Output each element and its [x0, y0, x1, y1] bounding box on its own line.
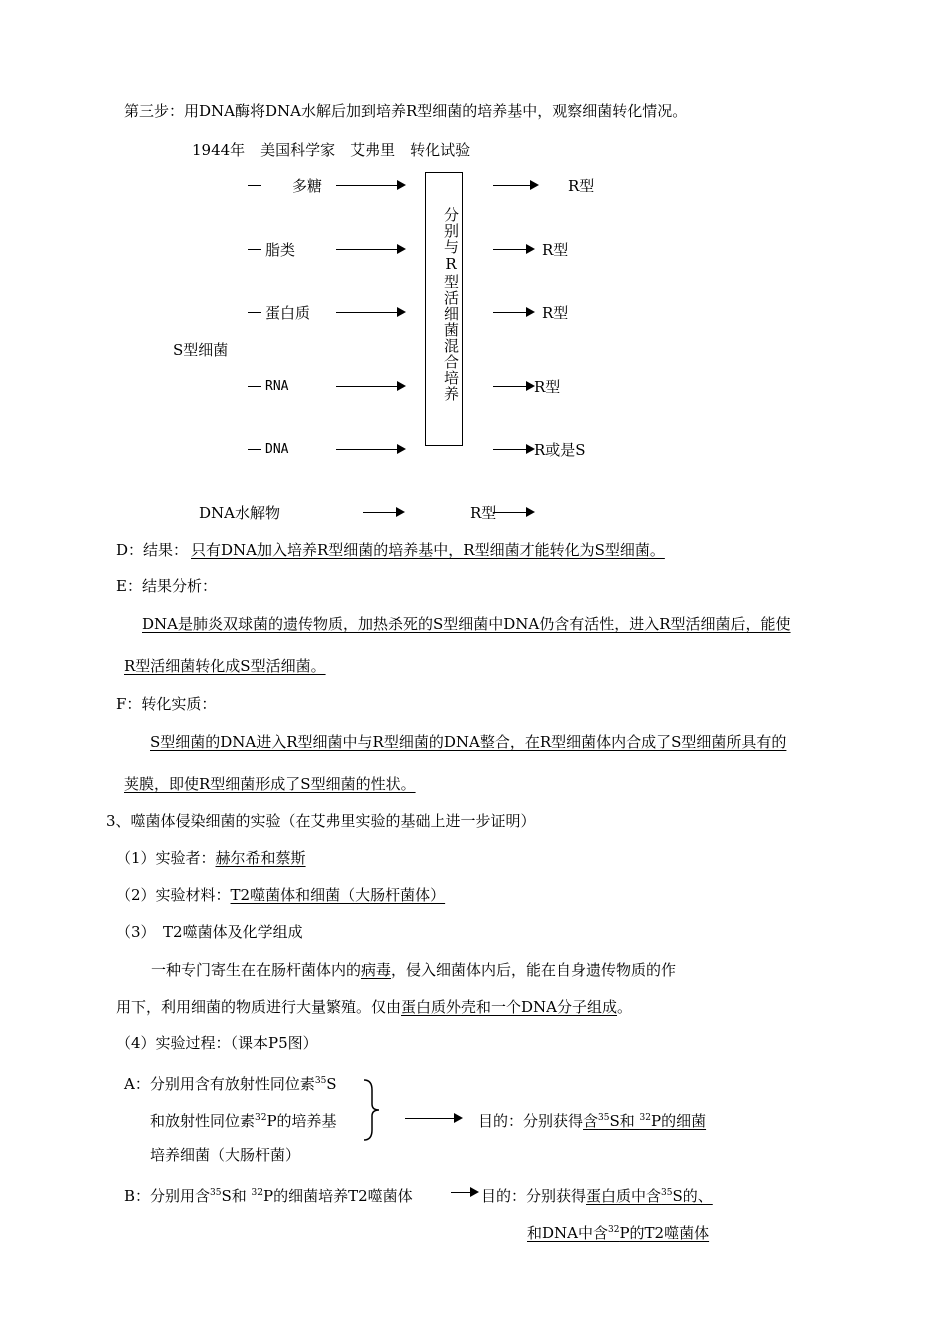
step-a-line2: [150, 1108, 337, 1131]
text-span: S: [326, 1075, 337, 1093]
essence-text-line1: S型细菌的DNA进入R型细菌中与R型细菌的DNA整合，在R型细菌体内合成了S型细菌所具有的: [150, 733, 787, 751]
step-a-line1: [124, 1071, 337, 1094]
result-label: R型: [542, 304, 569, 322]
arrow-right-icon: [493, 386, 533, 387]
section3-heading: 3、噬菌体侵染细菌的实验（在艾弗里实验的基础上进一步证明）: [106, 812, 536, 830]
superscript: 35: [210, 1188, 222, 1198]
text-span: 用下，利用细菌的物质进行大量繁殖。仅由: [116, 998, 402, 1016]
text-span: 一种专门寄生在在肠杆菌体内的: [151, 961, 362, 979]
step3-text: 第三步：用DNA酶将DNA水解后加到培养R型细菌的培养基中，观察细菌转化情况。: [124, 102, 688, 120]
goal-value: [586, 1187, 713, 1205]
arrow-right-icon: [493, 512, 533, 513]
text-span: S和: [609, 1112, 640, 1130]
step-b-goal: [481, 1183, 713, 1206]
component-label: 蛋白质: [265, 304, 311, 322]
component-label: DNA: [265, 442, 289, 457]
source-label: S型细菌: [173, 341, 229, 359]
arrow-right-icon: [405, 1118, 461, 1119]
text-span: 和DNA中含: [527, 1224, 608, 1242]
result-label: R型: [534, 378, 561, 396]
step-a-goal: [478, 1108, 706, 1131]
text-span: 。: [617, 998, 633, 1016]
text-span: P的细菌培养T2噬菌体: [262, 1187, 413, 1205]
goal-value: [583, 1112, 706, 1130]
dash-mark: [248, 249, 261, 250]
experimenter-label: （1）实验者：: [116, 849, 216, 867]
text-span: ，侵入细菌体内后，能在自身遗传物质的作: [391, 961, 677, 979]
dash-mark: [248, 185, 261, 186]
text-span: 含: [583, 1112, 599, 1130]
goal-label: 目的：分别获得: [478, 1112, 584, 1130]
analysis-text-line2: R型活细菌转化成S型活细菌。: [124, 657, 326, 675]
arrow-right-icon: [493, 185, 537, 186]
experiment-title: 1944年 美国科学家 艾弗里 转化试验: [192, 141, 471, 159]
superscript: 35: [661, 1188, 673, 1198]
composition-heading: （3） T2噬菌体及化学组成: [116, 923, 303, 941]
text-span: B：分别用含: [124, 1187, 211, 1205]
arrow-right-icon: [493, 249, 533, 250]
component-label: 多糖: [292, 177, 323, 195]
phage-description-line2: [116, 997, 632, 1017]
hydrolysate-label: DNA水解物: [199, 504, 280, 522]
goal-label: 目的：分别获得: [481, 1187, 587, 1205]
arrow-right-icon: [336, 249, 404, 250]
superscript: 32: [255, 1113, 267, 1123]
essence-text-line2: 荚膜，即使R型细菌形成了S型细菌的性状。: [124, 775, 416, 793]
essence-section-label: F：转化实质：: [116, 695, 217, 713]
text-span: S和: [221, 1187, 252, 1205]
materials-label: （2）实验材料：: [116, 886, 231, 904]
step-a-line3: 培养细菌（大肠杆菌）: [150, 1146, 301, 1164]
step-b-line: [124, 1183, 413, 1206]
superscript: 32: [607, 1225, 620, 1235]
step-b-goal-line2: [527, 1220, 709, 1243]
component-label: RNA: [265, 379, 289, 394]
arrow-right-icon: [451, 1192, 477, 1193]
result-label: R或是S: [534, 441, 586, 459]
arrow-right-icon: [336, 312, 404, 313]
dash-mark: [248, 312, 261, 313]
result-label: R型: [568, 177, 595, 195]
right-brace-icon: [362, 1078, 382, 1142]
text-span: P的T2噬菌体: [619, 1224, 710, 1242]
text-span: P的培养基: [266, 1112, 337, 1130]
arrow-right-icon: [363, 512, 403, 513]
superscript: 35: [314, 1076, 327, 1086]
text-span: S的、: [672, 1187, 713, 1205]
superscript: 32: [251, 1188, 263, 1198]
text-span: 蛋白质中含: [586, 1187, 662, 1205]
arrow-right-icon: [493, 312, 533, 313]
text-span: P的细菌: [650, 1112, 707, 1130]
analysis-text-line1: DNA是肺炎双球菌的遗传物质，加热杀死的S型细菌中DNA仍含有活性，进入R型活细菌后，能使: [142, 615, 791, 633]
result-section-label: D：结果：: [116, 541, 189, 559]
result-text: 只有DNA加入培养R型细菌的培养基中，R型细菌才能转化为S型细菌。: [191, 541, 665, 559]
arrow-right-icon: [336, 449, 404, 450]
hydrolysate-result: R型: [470, 504, 497, 522]
arrow-right-icon: [336, 386, 404, 387]
text-span: 和放射性同位素: [150, 1112, 256, 1130]
virus-term: 病毒: [361, 961, 392, 979]
component-label: 脂类: [265, 241, 296, 259]
dash-mark: [248, 386, 261, 387]
experimenter-row: [116, 848, 306, 868]
materials-value: T2噬菌体和细菌（大肠杆菌体）: [230, 886, 446, 904]
procedure-heading: （4）实验过程：（课本P5图）: [116, 1034, 318, 1052]
box-label: 分别与R型活细菌混合培养: [442, 207, 460, 402]
superscript: 35: [598, 1113, 610, 1123]
experimenter-value: 赫尔希和蔡斯: [215, 849, 306, 867]
composition-term: 蛋白质外壳和一个DNA分子组成: [401, 998, 618, 1016]
arrow-right-icon: [336, 185, 404, 186]
materials-row: [116, 885, 445, 905]
mixed-culture-box: [425, 172, 463, 446]
dash-mark: [248, 449, 261, 450]
result-label: R型: [542, 241, 569, 259]
arrow-right-icon: [493, 449, 533, 450]
phage-description-line1: [151, 960, 676, 980]
superscript: 32: [639, 1113, 651, 1123]
text-span: A：分别用含有放射性同位素: [124, 1075, 315, 1093]
analysis-section-label: E：结果分析：: [116, 577, 217, 595]
